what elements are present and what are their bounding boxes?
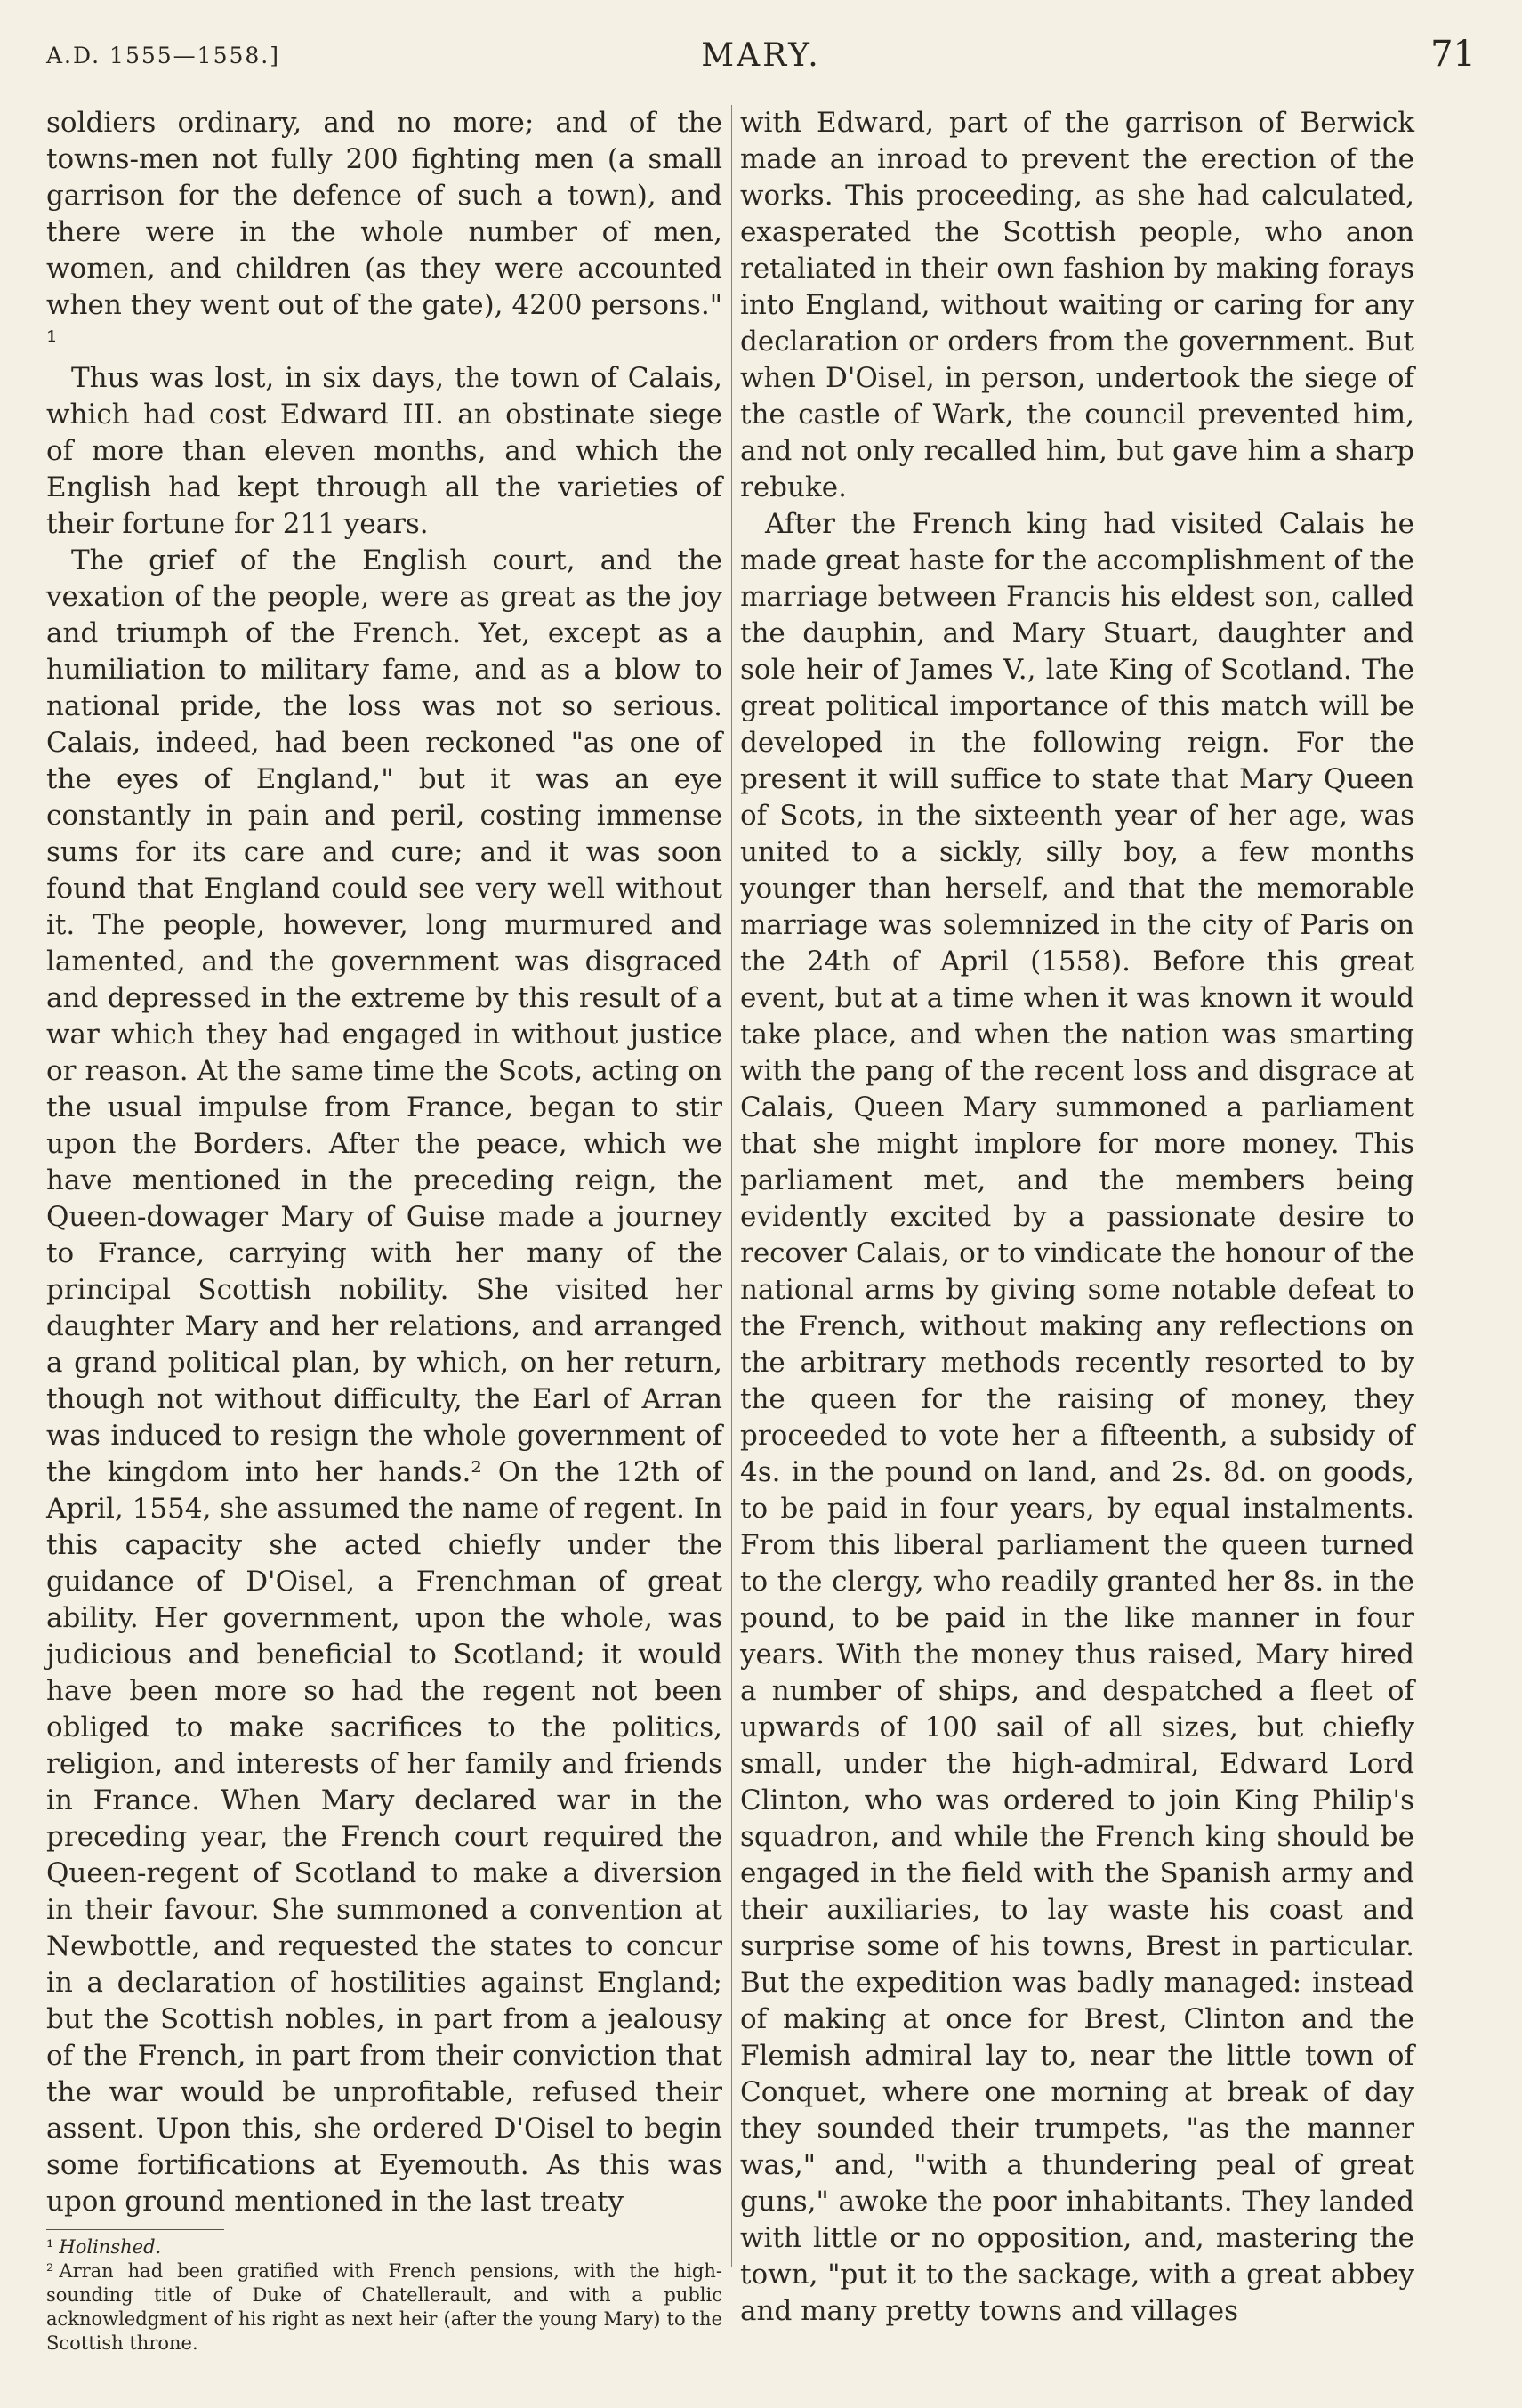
paragraph: soldiers ordinary, and no more; and of the towns-men not fully 200 fighting men (a small garrison for the defence of such a town), and there were in the whole number of men, women, and children (as they were accounted when they went out of the gate), 4200 persons." ¹ xyxy=(46,107,722,358)
paragraph: with Edward, part of the garrison of Berwick made an inroad to prevent the erection of the works. This proceeding, as she had calculated, exasperated the Scottish people, who anon retaliated in their own fashion by making forays into England, without waiting or caring for any declaration or orders from the government. But when D'Oisel, in person, undertook the siege of the castle of Wark, the council prevented him, and not only recalled him, but gave him a sharp rebuke. xyxy=(740,107,1414,503)
footnote-marker: ¹ xyxy=(46,2236,54,2258)
header-date-range: A.D. 1555—1558.] xyxy=(46,43,280,68)
footnote-rule xyxy=(46,2229,224,2230)
paragraph: After the French king had visited Calais he made great haste for the accomplishment of the marriage between Francis his eldest son, called the dauphin, and Mary Stuart, daughter and sole heir of James V., late King of Scotland. The great political importance of this match will be developed in the following reign. For the present it will suffice to state that Mary Queen of Scots, in the sixteenth year of her age, was united to a sickly, silly boy, a few months younger than herself, and that the memorable marriage was solemnized in the city of Paris on the 24th of April (1558). Before this great event, but at a time when it was known it would take place, and when the nation was smarting with the pang of the recent loss and disgrace at Calais, Queen Mary summoned a parliament that she might implore for more money. This parliament met, and the members being evidently excited by a passionate desire to recover Calais, or to vindicate the honour of the national arms by giving some notable defeat to the French, without making any reflections on the arbitrary methods recently resorted to by the queen for the raising of money, they proceeded to vote her a fifteenth, a subsidy of 4s. in the pound on land, and 2s. 8d. on goods, to be paid in four years, by equal instalments. From this liberal parliament the queen turned to the clergy, who readily granted her 8s. in the pound, to be paid in the like manner in four years. With the money thus raised, Mary hired a number of ships, and despatched a fleet of upwards of 100 sail of all sizes, but chiefly small, under the high-admiral, Edward Lord Clinton, who was ordered to join King Philip's squadron, and while the French king should be engaged in the field with the Spanish army and their auxiliaries, to lay waste his coast and surprise some of his towns, Brest in particular. But the expedition was badly managed: instead of making at once for Brest, Clinton and the Flemish admiral lay to, near the little town of Conquet, where one morning at break of day they sounded their trumpets, "as the manner was," and, "with a thundering peal of great guns," awoke the poor inhabitants. They landed with little or no opposition, and, mastering the town, "put it to the sackage, with a great abbey and many pretty towns and villages xyxy=(740,508,1414,2327)
footnote-2 xyxy=(46,2259,722,2356)
page-number: 71 xyxy=(1430,34,1476,75)
paragraph: Thus was lost, in six days, the town of Calais, which had cost Edward III. an obstinate siege of more than eleven months, and which the English had kept through all the varieties of their fortune for 211 years. xyxy=(46,362,722,540)
footnote-text: Holinshed. xyxy=(59,2236,162,2258)
left-column xyxy=(46,105,722,2356)
column-divider xyxy=(731,105,732,2267)
footnote-text: Arran had been gratified with French pensions, with the high-sounding title of Duke of Chatellerault, and with a public acknowledgment of his right as next heir (after the young Mary) to the Scottish throne. xyxy=(46,2260,722,2354)
header-title: MARY. xyxy=(701,37,821,74)
right-column xyxy=(740,105,1414,2330)
footnote-marker: ² xyxy=(46,2260,54,2282)
footnote-1 xyxy=(46,2235,722,2259)
page-header xyxy=(46,34,1476,87)
paragraph: The grief of the English court, and the vexation of the people, were as great as the joy and triumph of the French. Yet, except as a humiliation to military fame, and as a blow to national pride, the loss was not so serious. Calais, indeed, had been reckoned "as one of the eyes of England," but it was an eye constantly in pain and peril, costing immense sums for its care and cure; and it was soon found that England could see very well without it. The people, however, long murmured and lamented, and the government was disgraced and depressed in the extreme by this result of a war which they had engaged in without justice or reason. At the same time the Scots, acting on the usual impulse from France, began to stir upon the Borders. After the peace, which we have mentioned in the preceding reign, the Queen-dowager Mary of Guise made a journey to France, carrying with her many of the principal Scottish nobility. She visited her daughter Mary and her relations, and arranged a grand political plan, by which, on her return, though not without difficulty, the Earl of Arran was induced to resign the whole government of the kingdom into her hands.² On the 12th of April, 1554, she assumed the name of regent. In this capacity she acted chiefly under the guidance of D'Oisel, a Frenchman of great ability. Her government, upon the whole, was judicious and beneficial to Scotland; it would have been more so had the regent not been obliged to make sacrifices to the politics, religion, and interests of her family and friends in France. When Mary declared war in the preceding year, the French court required the Queen-regent of Scotland to make a diversion in their favour. She summoned a convention at Newbottle, and requested the states to concur in a declaration of hostilities against England; but the Scottish nobles, in part from a jealousy of the French, in part from their conviction that the war would be unprofitable, refused their assent. Upon this, she ordered D'Oisel to begin some fortifications at Eyemouth. As this was upon ground mentioned in the last treaty xyxy=(46,544,722,2218)
